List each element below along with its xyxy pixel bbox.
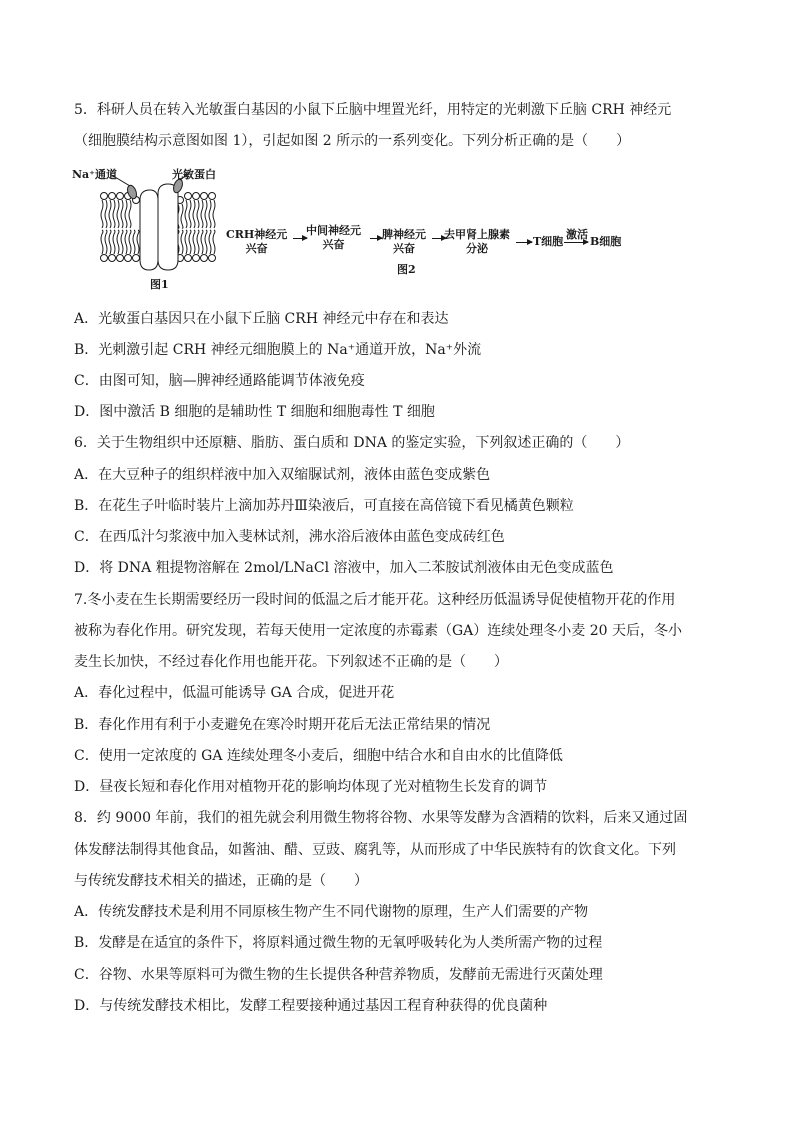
flow-arrow <box>564 242 588 243</box>
flow-arrow <box>293 238 307 239</box>
q5-stem-line2: （细胞膜结构示意图如图 1），引起如图 2 所示的一系列变化。下列分析正确的是（ ） <box>74 133 631 149</box>
q5-option-d: D．图中激活 B 细胞的是辅助性 T 细胞和细胞毒性 T 细胞 <box>74 404 435 420</box>
q5-option-b: B．光刺激引起 CRH 神经元细胞膜上的 Na⁺通道开放，Na⁺外流 <box>74 342 482 358</box>
q6-option-c: C．在西瓜汁匀浆液中加入斐林试剂，沸水浴后液体由蓝色变成砖红色 <box>74 529 505 545</box>
q7-stem-line2: 被称为春化作用。研究发现，若每天使用一定浓度的赤霉素（GA）连续处理冬小麦 20 天后，冬小 <box>74 623 683 639</box>
q6-stem: 6．关于生物组织中还原糖、脂肪、蛋白质和 DNA 的鉴定实验，下列叙述正确的（ ） <box>74 435 630 451</box>
q8-option-c: C．谷物、水果等原料可为微生物的生长提供各种营养物质，发酵前无需进行灭菌处理 <box>74 967 603 983</box>
q7-stem-line1: 7.冬小麦在生长期需要经历一段时间的低温之后才能开花。这种经历低温诱导促使植物开花的作用 <box>74 592 676 608</box>
q8-option-b: B．发酵是在适宜的条件下，将原料通过微生物的无氧呼吸转化为人类所需产物的过程 <box>74 935 603 951</box>
q8-option-d: D．与传统发酵技术相比，发酵工程要接种通过基因工程育种获得的优良菌种 <box>74 998 548 1014</box>
light-protein-label: 光敏蛋白 <box>172 168 216 181</box>
q7-option-d: D．昼夜长短和春化作用对植物开花的影响均体现了光对植物生长发育的调节 <box>74 779 548 795</box>
flow-step-norepinephrine: 去甲肾上腺素 分泌 <box>444 228 510 255</box>
q6-option-d: D．将 DNA 粗提物溶解在 2mol/LNaCl 溶液中，加入二苯胺试剂液体由无色变成蓝色 <box>74 560 614 576</box>
flow-step-splenic-neuron: 脾神经元 兴奋 <box>382 228 426 255</box>
q5-stem-line1: 5．科研人员在转入光敏蛋白基因的小鼠下丘脑中埋置光纤，用特定的光刺激下丘脑 CRH 神经元 <box>74 102 672 118</box>
flow-step-crh: CRH神经元 兴奋 <box>226 228 288 255</box>
q5-figures <box>70 160 690 290</box>
flow-arrow <box>516 242 532 243</box>
q8-stem-line1: 8．约 9000 年前，我们的祖先就会利用微生物将谷物、水果等发酵为含酒精的饮料，后来又通过固 <box>74 810 688 826</box>
q7-option-c: C．使用一定浓度的 GA 连续处理冬小麦后，细胞中结合水和自由水的比值降低 <box>74 748 563 764</box>
q7-option-a: A．春化过程中，低温可能诱导 GA 合成，促进开花 <box>74 685 395 701</box>
activate-label: 激活 <box>566 228 588 241</box>
figure1-caption: 图1 <box>150 278 169 291</box>
q7-stem-line3: 麦生长加快，不经过春化作用也能开花。下列叙述不正确的是（ ） <box>74 654 508 670</box>
flow-step-interneuron: 中间神经元 兴奋 <box>306 224 361 251</box>
q6-option-a: A．在大豆种子的组织样液中加入双缩脲试剂，液体由蓝色变成紫色 <box>74 467 491 483</box>
q7-option-b: B．春化作用有利于小麦避免在寒冷时期开花后无法正常结果的情况 <box>74 717 491 733</box>
flow-step-b-cell: B细胞 <box>590 235 622 248</box>
flow-step-t-cell: T细胞 <box>533 235 564 248</box>
flow-arrow <box>370 238 382 239</box>
q6-option-b: B．在花生子叶临时装片上滴加苏丹Ⅲ染液后，可直接在高倍镜下看见橘黄色颗粒 <box>74 498 574 514</box>
q5-option-a: A．光敏蛋白基因只在小鼠下丘脑 CRH 神经元中存在和表达 <box>74 311 449 327</box>
q8-option-a: A．传统发酵技术是利用不同原核生物产生不同代谢物的原理，生产人们需要的产物 <box>74 904 589 920</box>
q8-stem-line3: 与传统发酵技术相关的描述，正确的是（ ） <box>74 873 368 889</box>
q5-option-c: C．由图可知，脑—脾神经通路能调节体液免疫 <box>74 373 365 389</box>
figure2-caption: 图2 <box>397 263 416 276</box>
na-channel-label: Na⁺通道 <box>72 168 117 181</box>
q8-stem-line2: 体发酵法制得其他食品，如酱油、醋、豆豉、腐乳等，从而形成了中华民族特有的饮食文化。下列 <box>74 842 676 858</box>
